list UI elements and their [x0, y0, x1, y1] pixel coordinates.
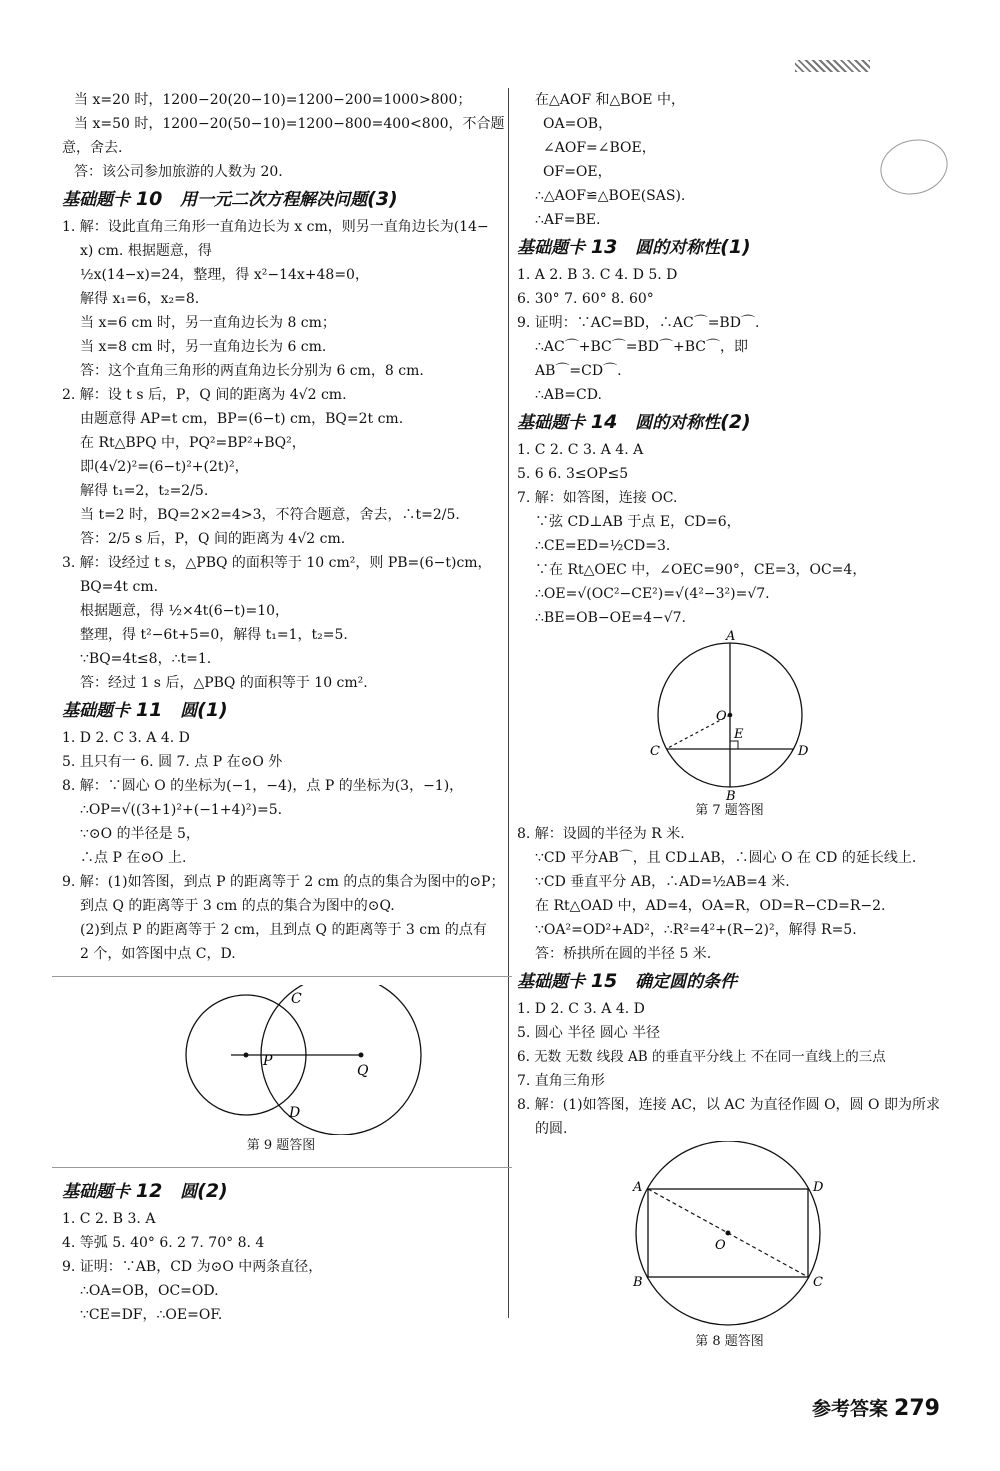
point-p	[244, 1053, 249, 1058]
text-line: AB⌒=CD⌒.	[535, 363, 622, 379]
section-header-12: 基础题卡 12 圆(2)	[62, 1180, 228, 1202]
text-line: 9. 解：(1)如答图，到点 P 的距离等于 2 cm 的点的集合为图中的⊙P；	[62, 874, 505, 890]
text-line: ∵CD 垂直平分 AB，∴AD=½AB=4 米.	[535, 874, 790, 890]
section-header-11: 基础题卡 11 圆(1)	[62, 699, 228, 721]
label-o: O	[714, 1238, 726, 1253]
text-line: 在△AOF 和△BOE 中，	[535, 92, 685, 108]
point-o	[725, 1231, 730, 1236]
text-line: ∴CE=ED=½CD=3.	[535, 538, 671, 554]
text-line: 当 x=6 cm 时，另一直角边长为 8 cm；	[80, 315, 336, 331]
text-line: 答：该公司参加旅游的人数为 20.	[74, 164, 283, 180]
text-line: 当 x=20 时，1200−20(20−10)=1200−200=1000>800；	[74, 92, 472, 108]
text-line: ∴AB=CD.	[535, 387, 602, 403]
text-line: ∴OE=√(OC²−CE²)=√(4²−3²)=√7.	[535, 586, 770, 602]
text-line: 8. 解：∵圆心 O 的坐标为(−1，−4)，点 P 的坐标为(3，−1)，	[62, 778, 464, 794]
section-header-15: 基础题卡 15 确定圆的条件	[517, 970, 738, 992]
text-line: 答：桥拱所在圆的半径 5 米.	[535, 946, 712, 962]
text-line: ∵BQ=4t≤8，∴t=1.	[80, 651, 212, 667]
text-line: ∵⊙O 的半径是 5，	[80, 826, 200, 842]
text-line: OA=OB，	[543, 116, 613, 132]
label-e: E	[733, 727, 743, 742]
text-line: 当 x=8 cm 时，另一直角边长为 6 cm.	[80, 339, 327, 355]
text-line: 8. 解：(1)如答图，连接 AC，以 AC 为直径作圆 O，圆 O 即为所求	[517, 1097, 940, 1113]
text-line: ∵CD 平分AB⌒，且 CD⊥AB，∴圆心 O 在 CD 的延长线上.	[535, 850, 917, 866]
figure-7	[630, 630, 830, 800]
text-line: 在 Rt△OAD 中，AD=4，OA=R，OD=R−CD=R−2.	[535, 898, 886, 914]
separator	[52, 1167, 512, 1168]
label-c: C	[812, 1275, 823, 1290]
text-line: 1. D 2. C 3. A 4. D	[62, 730, 190, 746]
text-line: 9. 证明：∵AC=BD，∴AC⌒=BD⌒.	[517, 315, 760, 331]
text-line: x) cm. 根据题意，得	[80, 243, 212, 259]
figure-caption: 第 8 题答图	[695, 1334, 764, 1349]
figure-8	[615, 1141, 845, 1331]
text-line: 当 t=2 时，BQ=2×2=4>3，不符合题意，舍去，∴t=2/5.	[80, 507, 460, 523]
text-line: 1. A 2. B 3. C 4. D 5. D	[517, 267, 678, 283]
left-column	[62, 88, 505, 1327]
section-header-13: 基础题卡 13 圆的对称性(1)	[517, 236, 751, 258]
text-line: 意，舍去.	[62, 140, 123, 156]
text-line: (2)到点 P 的距离等于 2 cm，且到点 Q 的距离等于 3 cm 的点有	[80, 922, 487, 938]
text-line: 根据题意，得 ½×4t(6−t)=10，	[80, 603, 290, 619]
text-line: 6. 30° 7. 60° 8. 60°	[517, 291, 654, 307]
text-line: 1. C 2. C 3. A 4. A	[517, 442, 644, 458]
text-line: 在 Rt△BPQ 中，PQ²=BP²+BQ²，	[80, 435, 306, 451]
label-d: D	[812, 1180, 823, 1195]
section-header-10: 基础题卡 10 用一元二次方程解决问题(3)	[62, 188, 398, 210]
footer-label: 参考答案	[812, 1398, 889, 1420]
label-b: B	[632, 1275, 643, 1290]
text-line: ∴OA=OB，OC=OD.	[80, 1283, 219, 1299]
text-line: 整理，得 t²−6t+5=0，解得 t₁=1，t₂=5.	[80, 627, 348, 643]
text-line: 解得 t₁=2，t₂=2/5.	[80, 483, 209, 499]
text-line: 的圆.	[535, 1121, 568, 1137]
point-q	[359, 1053, 364, 1058]
text-line: ∴△AOF≌△BOE(SAS).	[535, 188, 686, 204]
figure-caption: 第 7 题答图	[695, 803, 764, 818]
text-line: 2. 解：设 t s 后，P，Q 间的距离为 4√2 cm.	[62, 387, 347, 403]
text-line: 解得 x₁=6，x₂=8.	[80, 291, 200, 307]
text-line: ½x(14−x)=24，整理，得 x²−14x+48=0，	[80, 267, 369, 283]
label-d: D	[797, 744, 808, 759]
text-line: 答：经过 1 s 后，△PBQ 的面积等于 10 cm².	[80, 675, 368, 691]
text-line: 1. C 2. B 3. A	[62, 1211, 156, 1227]
label-b: B	[725, 789, 736, 800]
figure-caption: 第 9 题答图	[246, 1138, 316, 1153]
text-line: 1. D 2. C 3. A 4. D	[517, 1001, 645, 1017]
circle-q	[261, 985, 421, 1135]
label-a: A	[725, 630, 735, 644]
header-decoration	[795, 60, 870, 72]
column-divider	[508, 88, 509, 1318]
point-o	[727, 713, 732, 718]
label-a: A	[632, 1180, 642, 1195]
right-angle-mark	[730, 741, 738, 749]
section-header-14: 基础题卡 14 圆的对称性(2)	[517, 411, 751, 433]
label-o: O	[715, 709, 727, 724]
text-line: 3. 解：设经过 t s，△PBQ 的面积等于 10 cm²，则 PB=(6−t)cm，	[62, 555, 492, 571]
text-line: 4. 等弧 5. 40° 6. 2 7. 70° 8. 4	[62, 1235, 265, 1251]
text-line: ∴AF=BE.	[535, 212, 601, 228]
label-q: Q	[357, 1063, 369, 1079]
text-line: 5. 6 6. 3≤OP≤5	[517, 466, 629, 482]
text-line: ∴点 P 在⊙O 上.	[80, 850, 187, 866]
text-line: OF=OE，	[543, 164, 612, 180]
text-line: 2 个，如答图中点 C，D.	[80, 946, 236, 962]
separator	[52, 976, 512, 977]
text-line: ∵OA²=OD²+AD²，∴R²=4²+(R−2)²，解得 R=5.	[535, 922, 857, 938]
text-line: 5. 圆心 半径 圆心 半径	[517, 1025, 661, 1041]
text-line: 9. 证明：∵AB，CD 为⊙O 中两条直径，	[62, 1259, 323, 1275]
text-line: ∴BE=OB−OE=4−√7.	[535, 610, 686, 626]
text-line: 7. 直角三角形	[517, 1073, 605, 1089]
text-line: 当 x=50 时，1200−20(50−10)=1200−800=400<800，不合题	[74, 116, 505, 132]
text-line: ∴OP=√((3+1)²+(−1+4)²)=5.	[80, 802, 283, 818]
label-p: P	[263, 1053, 273, 1069]
figure-9	[101, 985, 461, 1135]
text-line: 到点 Q 的距离等于 3 cm 的点的集合为图中的⊙Q.	[80, 898, 395, 914]
text-line: ∵弦 CD⊥AB 于点 E，CD=6，	[535, 514, 741, 530]
text-line: 7. 解：如答图，连接 OC.	[517, 490, 678, 506]
page-number: 279	[894, 1396, 940, 1421]
text-line: 5. 且只有一 6. 圆 7. 点 P 在⊙O 外	[62, 754, 283, 770]
text-line: ∵CE=DF，∴OE=OF.	[80, 1307, 223, 1323]
text-line: 1. 解：设此直角三角形一直角边长为 x cm，则另一直角边长为(14−	[62, 219, 489, 235]
label-d: D	[289, 1105, 301, 1121]
right-column	[517, 88, 942, 1353]
text-line: 即(4√2)²=(6−t)²+(2t)²，	[80, 459, 249, 475]
text-line: 8. 解：设圆的半径为 R 米.	[517, 826, 685, 842]
page-footer	[812, 1394, 940, 1421]
text-line: ∵在 Rt△OEC 中，∠OEC=90°，CE=3，OC=4，	[535, 562, 867, 578]
text-line: 答：2/5 s 后，P，Q 间的距离为 4√2 cm.	[80, 531, 346, 547]
text-line: BQ=4t cm.	[80, 579, 159, 595]
label-c: C	[291, 991, 302, 1007]
text-line: 6. 无数 无数 线段 AB 的垂直平分线上 不在同一直线上的三点	[517, 1049, 886, 1065]
label-c: C	[649, 744, 660, 759]
text-line: 由题意得 AP=t cm，BP=(6−t) cm，BQ=2t cm.	[80, 411, 404, 427]
text-line: ∠AOF=∠BOE，	[543, 140, 656, 156]
text-line: ∴AC⌒+BC⌒=BD⌒+BC⌒，即	[535, 339, 748, 355]
text-line: 答：这个直角三角形的两直角边长分别为 6 cm，8 cm.	[80, 363, 424, 379]
